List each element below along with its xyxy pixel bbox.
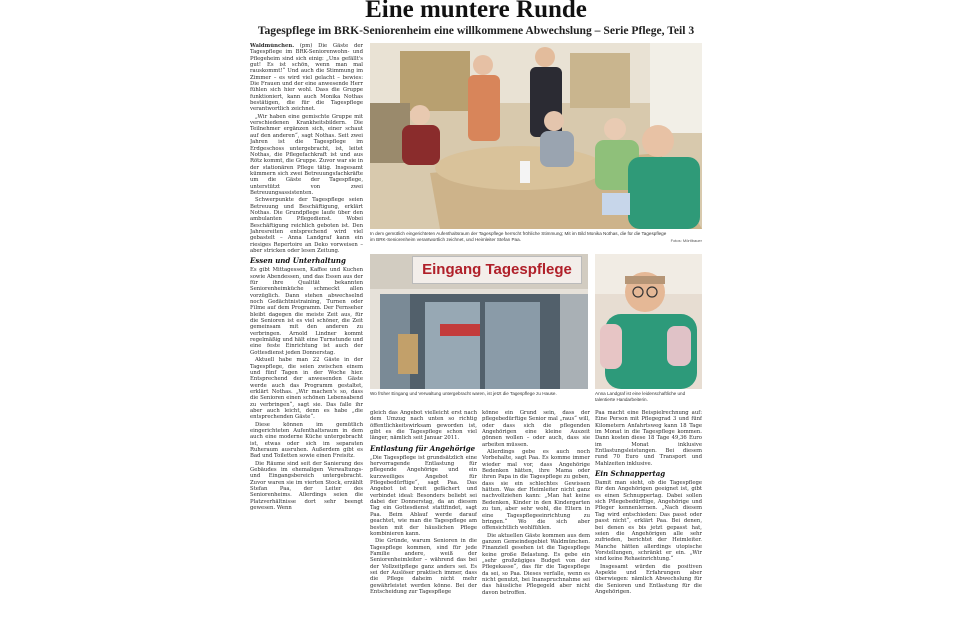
lead-text: Die Gäste der Tagespflege im BRK-Seniorenwohn- und Pflegeheim sind sich einig: „Uns gefällt's gut! Es ist schön, wenn man mal rauskommt!“ Und auch die Stimmung im Zimmer – es wird viel gelacht – bewies: Die Frauen und der eine anwesende Herr fühlen sich hier wohl. Dass die Gruppe funktioniert, kann auch Monika Nothas bestätigen, die für die Tagespflege verantwortlich zeichnet. bbox=[250, 43, 363, 113]
subheading-relief: Entlastung für Angehörige bbox=[370, 443, 476, 453]
main-photo bbox=[370, 43, 702, 229]
entrance-photo-caption: Wo früher Eingang und Verwaltung untergebracht waren, ist jetzt die Tagespflege zu Hause. bbox=[370, 391, 557, 396]
knitting-woman-image bbox=[595, 254, 702, 389]
article-column-1 bbox=[250, 43, 363, 640]
author-tag: (pm) bbox=[299, 43, 313, 49]
paragraph: Schwerpunkte der Tagespflege seien Betreuung und Beschäftigung, erklärt Nothas. Die Grundpflege laufe über den ambulanten Pflegedienst. Wobei Beschäftigung reichlich geboten ist. Den Jahresreiten entsprechend wird viel gebastelt – Anna Landgraf kann ein riesiges Repertoire an Deko vorweisen – aber stricken oder lesen Zeitung. bbox=[250, 197, 363, 254]
paragraph: „Wir haben eine gemischte Gruppe mit verschiedenen Krankheitsbildern. Die Teilnehmer ergänzen sich, einer schaut auf den anderen“, sagt Nothas. Seit zwei Jahren ist die Tagespflege im Erdgeschoss untergebracht, ist, leitet Nothas, die Pflegefachkraft ist und aus Rötz kommt, die Gruppe. Zuvor war sie in der stationären Pflege tätig. Insgesamt kümmern sich zwei Betreuungsfachkräfte um die Gäste der Tagespflege, unterstützt von zwei Betreuungsassistenten. bbox=[250, 113, 363, 196]
dateline: Waldmünchen. bbox=[250, 43, 295, 49]
paragraph: Allerdings gebe es auch noch Vorbehalte, sagt Paa. Es komme immer wieder mal vor, dass Angehörige Bedenken hätten, ihre Mama oder ihren Papa in die Tagespflege zu geben, dass sie ein schlechtes Gewissen hätten. Was der Heimleiter nicht ganz nachvollziehen kann: „Man hat keine Bedenken, Kinder in den Kindergarten zu tun, aber sehr wohl, die Eltern in eine Tagespflegeeinrichtung zu bringen.“ Wo die sich aber offensichtlich wohlfühlen. bbox=[482, 449, 590, 532]
portrait-photo bbox=[595, 254, 702, 389]
article-column-3 bbox=[482, 410, 590, 640]
paragraph: Aktuell habe man 22 Gäste in der Tagespflege, die seien zwischen einem und fünf Tagen in der Woche hier. Entsprechend der anwesenden Gäste werde auch das Programm gestaltet, erklärt Nothas. „Wir machen's so, dass die Senioren einen schönen Lebensabend zu verbringen“, sagt sie. Das falle ihr aber auch leicht, denn es habe „die entsprechenden Gäste“. bbox=[250, 357, 363, 421]
paragraph: Die Räume sind seit der Sanierung des Gebäudes im ehemaligen Verwaltungs- und Eingangsbereich untergebracht. Zuvor waren sie im vierten Stock, erzählt Stefan Paa, der Leiter des Seniorenheims. Allerdings seien die Platzverhältnisse dort sehr beengt gewesen. Wenn bbox=[250, 460, 363, 512]
group-photo-image bbox=[370, 43, 702, 229]
paragraph: Es gibt Mittagessen, Kaffee und Kuchen sowie Abendessen, und das Essen aus der für ihre Qualität bekannten Seniorenheimküche schmeckt allen vorzüglich. Dann stehen abwechselnd noch Gedächtnistraining, Turnen oder Filme auf dem Programm. Der Fernseher bleibt dagegen die meiste Zeit aus, für die Senioren ist es viel schöner, die Zeit gemeinsam mit den anderen zu verbringen. Arnold Lindner kommt regelmäßig und hält eine Turnstunde und eine feste Einrichtung ist auch der Gottesdienst jeden Donnerstag. bbox=[250, 267, 363, 356]
lead-paragraph bbox=[250, 43, 363, 113]
paragraph: Insgesamt würden die positiven Aspekte und Erfahrungen aber überwiegen: nämlich Abwechslung für die Senioren und Entlastung für die Angehörigen. bbox=[595, 563, 702, 595]
article-headline: Eine muntere Runde bbox=[365, 0, 587, 23]
article-column-2 bbox=[370, 410, 477, 640]
paragraph: Die aktuellen Gäste kommen aus dem ganzen Gemeindegebiet Waldmünchen. Finanziell gesehen ist die Tagespflege keine große Belastung. Es gebe ein „sehr großzügiges Budget von der Pflegekasse“, das für die Tagespflege da sei, so Paa. Dieses verfalle, wenn es nicht genutzt, bei Inanspruchnahme sei das häusliche Pflegegeld aber nicht davon betroffen. bbox=[482, 532, 590, 596]
paragraph: Die Gründe, warum Senioren in die Tagespflege kommen, sind für jede Familie andere, weiß der Seniorenheimleiter – während das bei der Vollzeitpflege ganz anders sei. Es sei der Auslöser praktisch immer, dass die Pflege daheim nicht mehr gewährleistet werden könne. Bei der Entscheidung zur Tagespflege bbox=[370, 538, 477, 595]
paragraph: gleich das Angebot vielleicht erst nach dem Umzug nach unten so richtig öffentlichkeitswirksam geworden ist, gibt es die Tagespflege schon viel länger, nämlich seit Januar 2011. bbox=[370, 410, 477, 442]
photo-credit: Fotos: Mörtlbauer bbox=[670, 238, 702, 243]
paragraph: „Die Tagespflege ist grundsätzlich eine hervorragende Entlastung für pflegende Angehörige und ein kurzweiliges Angebot für Pflegebedürftige“, sagt Paa. Das Angebot ist breit gefächert und verbindet ideal: Besonders beliebt sei dabei der Donnerstag, da an diesem Tag ein Gottesdienst stattfindet, sagt Paa. Beim Ablauf werde darauf geachtet, wie man die Tagespflege am besten mit der häuslichen Pflege kombinieren kann. bbox=[370, 454, 477, 537]
newspaper-page bbox=[250, 0, 702, 640]
article-subheadline: Tagespflege im BRK-Seniorenheim eine willkommene Abwechslung – Serie Pflege, Teil 3 bbox=[257, 24, 695, 37]
paragraph: Damit man sieht, ob die Tagespflege für den Angehörigen geeignet ist, gibt es einen Schnuppertag. Dabei sollen sich Pflegebedürftige, Angehörige und Pfleger kennenlernen. „Nach diesem Tag wird entschieden: Das passt oder passt nicht“, erklärt Paa. Bei denen, bei denen es bis jetzt gepasst hat, seien die Angehörigen alle sehr zufrieden, berichtet der Heimleiter. Manche hätten allerdings utopische Vorstellungen, schränkt er ein. „Wir sind keine Rehaeinrichtung.“ bbox=[595, 480, 702, 563]
paragraph: Diese können im gemütlich eingerichteten Aufenthaltsraum in dem auch eine moderne Küche untergebracht ist, etwas oder sich im separaten Ruheraum ausruhen. Außerdem gibt es Bad und Toiletten sowie einen Freisitz. bbox=[250, 421, 363, 460]
subheading-trial-day: Ein Schnappertag bbox=[595, 469, 666, 479]
entrance-photo bbox=[370, 254, 588, 389]
portrait-photo-caption: Anna Landgraf ist eine leidenschaftliche und talentierte Handarbeiterin. bbox=[595, 391, 686, 402]
main-photo-caption: In dem gemütlich eingerichteten Aufenthaltsraum der Tagespflege herrscht fröhliche Stimmung; Mit im Bild Monika Nothas, die für die Tagespflege im BRK-Seniorenheim verantwortlich zeichnet, und Heimleiter Stefan Paa. bbox=[370, 231, 667, 242]
paragraph: Paa macht eine Beispielrechnung auf: Eine Person mit Pflegegrad 3 und fünf Kilometern Anfahrtsweg kann 18 Tage im Monat in die Tagespflege kommen. Dann kosten diese 18 Tage 49,36 Euro im Monat inklusive Entlastungsleistungen. Bei diesem rund 70 Euro und Transport und Mahlzeiten inklusive. bbox=[595, 410, 702, 467]
subheading-food: Essen und Unterhaltung bbox=[250, 256, 346, 266]
entrance-sign: Eingang Tagespflege bbox=[412, 256, 582, 284]
paragraph: könne ein Grund sein, dass der pflegebedürftige Senior mal „raus“ will, oder dass sich die pflegenden Angehörigen eine kleine Auszeit gönnen wollen – oder auch, dass sie arbeiten müssen. bbox=[482, 410, 590, 448]
article-column-4 bbox=[595, 410, 702, 640]
